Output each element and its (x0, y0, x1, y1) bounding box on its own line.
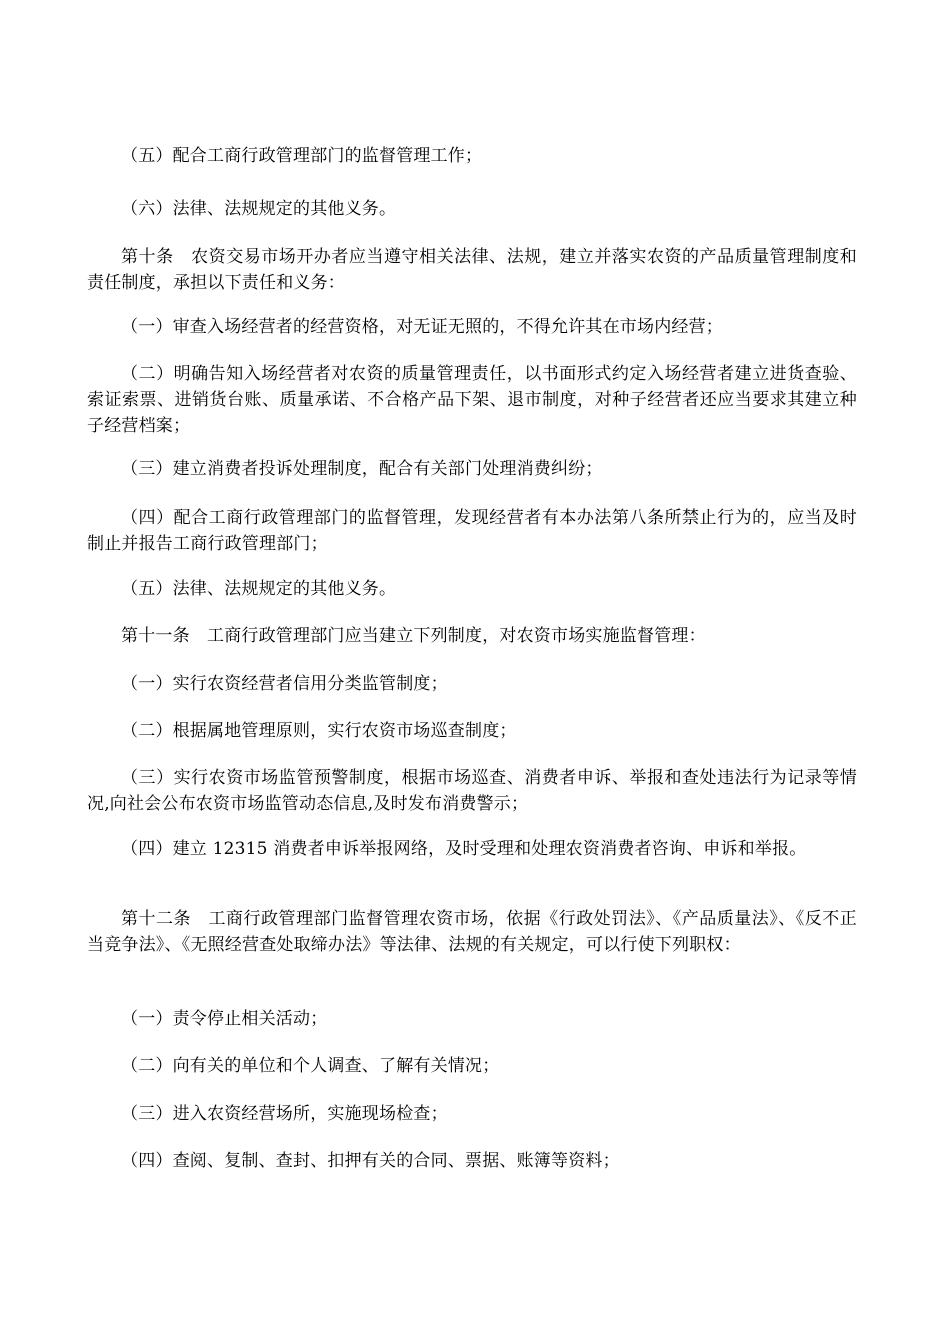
paragraph-article-10: 第十条 农资交易市场开办者应当遵守相关法律、法规，建立并落实农资的产品质量管理制度和责任制度，承担以下责任和义务： (87, 247, 857, 293)
paragraph-article-10-item-1: （一）审查入场经营者的经营资格，对无证无照的，不得允许其在市场内经营； (121, 317, 723, 337)
paragraph-article-10-item-5: （五）法律、法规规定的其他义务。 (121, 579, 397, 599)
paragraph-article-11-item-3: （三）实行农资市场监管预警制度，根据市场巡查、消费者申诉、举报和查处违法行为记录等情况,向社会公布农资市场监管动态信息,及时发布消费警示； (87, 768, 857, 814)
paragraph-article-11-item-4: （四）建立 12315 消费者申诉举报网络，及时受理和处理农资消费者咨询、申诉和举报。 (121, 839, 807, 859)
paragraph-article-12-item-4: （四）查阅、复制、查封、扣押有关的合同、票据、账簿等资料； (121, 1151, 620, 1171)
paragraph-article-12: 第十二条 工商行政管理部门监督管理农资市场，依据《行政处罚法》、《产品质量法》、《反不正当竞争法》、《无照经营查处取缔办法》等法律、法规的有关规定，可以行使下列职权： (87, 909, 857, 955)
paragraph-article-12-item-1: （一）责令停止相关活动； (121, 1009, 328, 1029)
paragraph-article-10-item-4: （四）配合工商行政管理部门的监督管理，发现经营者有本办法第八条所禁止行为的，应当及时制止并报告工商行政管理部门； (87, 508, 857, 554)
paragraph-article-12-item-3: （三）进入农资经营场所，实施现场检查； (121, 1104, 448, 1124)
paragraph-article-11-item-2: （二）根据属地管理原则，实行农资市场巡查制度； (121, 721, 517, 741)
paragraph-article-11-item-1: （一）实行农资经营者信用分类监管制度； (121, 674, 448, 694)
paragraph-article-12-item-2: （二）向有关的单位和个人调查、了解有关情况； (121, 1056, 500, 1076)
paragraph-item-6-other-duties: （六）法律、法规规定的其他义务。 (121, 199, 397, 219)
paragraph-item-5-cooperate: （五）配合工商行政管理部门的监督管理工作； (121, 146, 483, 166)
paragraph-article-11: 第十一条 工商行政管理部门应当建立下列制度，对农资市场实施监督管理： (121, 626, 706, 646)
paragraph-article-10-item-3: （三）建立消费者投诉处理制度，配合有关部门处理消费纠纷； (121, 459, 603, 479)
paragraph-article-10-item-2: （二）明确告知入场经营者对农资的质量管理责任，以书面形式约定入场经营者建立进货查验、索证索票、进销货台账、质量承诺、不合格产品下架、退市制度，对种子经营者还应当要求其建立种子经营档案； (87, 364, 857, 436)
